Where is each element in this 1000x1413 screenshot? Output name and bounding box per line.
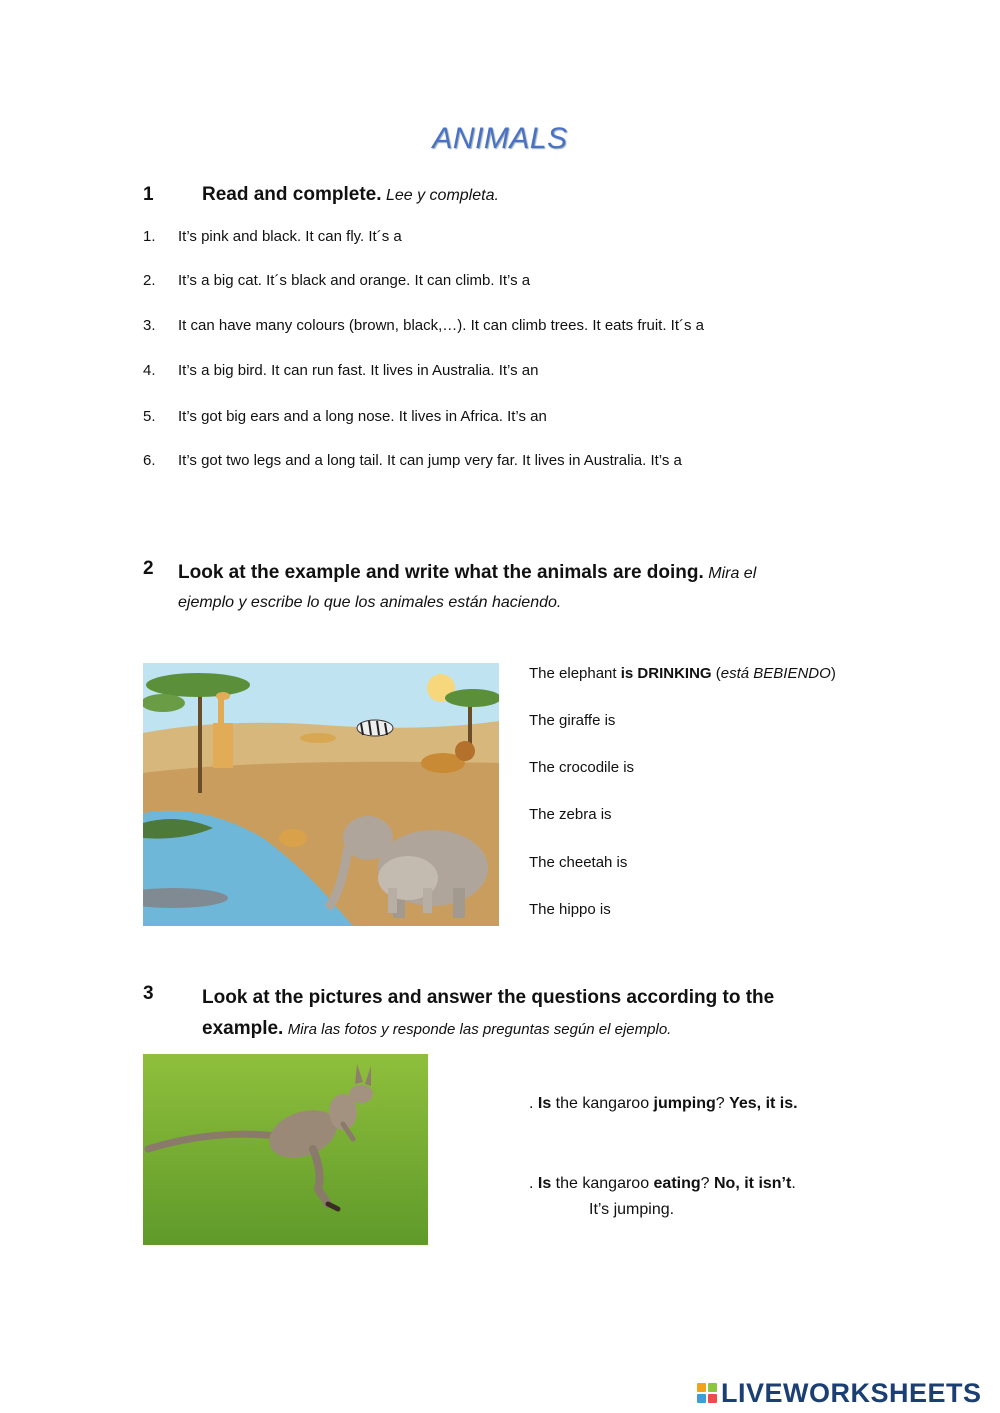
prompt-crocodile: The crocodile is	[529, 759, 635, 776]
question-item: 4. It’s a big bird. It can run fast. It lives in Australia. It’s an	[143, 362, 539, 379]
question-item: 1. It’s pink and black. It can fly. It´s a	[143, 228, 402, 245]
section-2-subheading: ejemplo y escribe lo que los animales están haciendo.	[178, 594, 562, 611]
section-2-number: 2	[143, 558, 154, 579]
prompt-cheetah: The cheetah is	[529, 854, 628, 871]
prompt-giraffe: The giraffe is	[529, 712, 616, 729]
liveworksheets-logo	[697, 1378, 982, 1408]
section-2-heading: Look at the example and write what the animals are doing.	[178, 562, 704, 583]
section-3-subheading: Mira las fotos y responde las preguntas según el ejemplo.	[287, 1021, 672, 1038]
question-item: 5. It’s got big ears and a long nose. It lives in Africa. It’s an	[143, 408, 547, 425]
prompt-zebra: The zebra is	[529, 806, 612, 823]
page-title: ANIMALS	[432, 122, 568, 155]
qa-example-2-followup: It’s jumping.	[589, 1201, 675, 1218]
example-sentence: The elephant is DRINKING (está BEBIENDO)	[529, 665, 836, 682]
section-1-header	[202, 184, 499, 206]
question-item: 6. It’s got two legs and a long tail. It can jump very far. It lives in Australia. It’s a	[143, 452, 682, 469]
question-item: 2. It’s a big cat. It´s black and orange. It can climb. It’s a	[143, 272, 531, 289]
section-1-heading: Read and complete.	[202, 184, 382, 205]
kangaroo-photo	[143, 1054, 428, 1245]
prompt-hippo: The hippo is	[529, 901, 611, 918]
logo-text: LIVEWORKSHEETS	[721, 1377, 982, 1408]
savanna-scene-image	[143, 663, 499, 926]
section-3-header: Look at the pictures and answer the questions according to the example. Mira las fotos y responde las preguntas según el ejemplo.	[202, 987, 775, 1039]
qa-example-2: . Is the kangaroo eating? No, it isn’t.	[529, 1175, 796, 1192]
section-2-header: Look at the example and write what the animals are doing. Mira el ejemplo y escribe lo que los animales están haciendo.	[178, 562, 757, 611]
section-3-number: 3	[143, 983, 154, 1004]
section-1-subheading: Lee y completa.	[385, 187, 499, 204]
section-1-number: 1	[143, 184, 154, 205]
question-item: 3. It can have many colours (brown, black,…). It can climb trees. It eats fruit. It´s a	[143, 317, 705, 334]
qa-example-1: . Is the kangaroo jumping? Yes, it is.	[529, 1095, 798, 1112]
section-3-heading: Look at the pictures and answer the questions according to the	[202, 987, 775, 1008]
logo-mark-icon	[697, 1383, 717, 1403]
